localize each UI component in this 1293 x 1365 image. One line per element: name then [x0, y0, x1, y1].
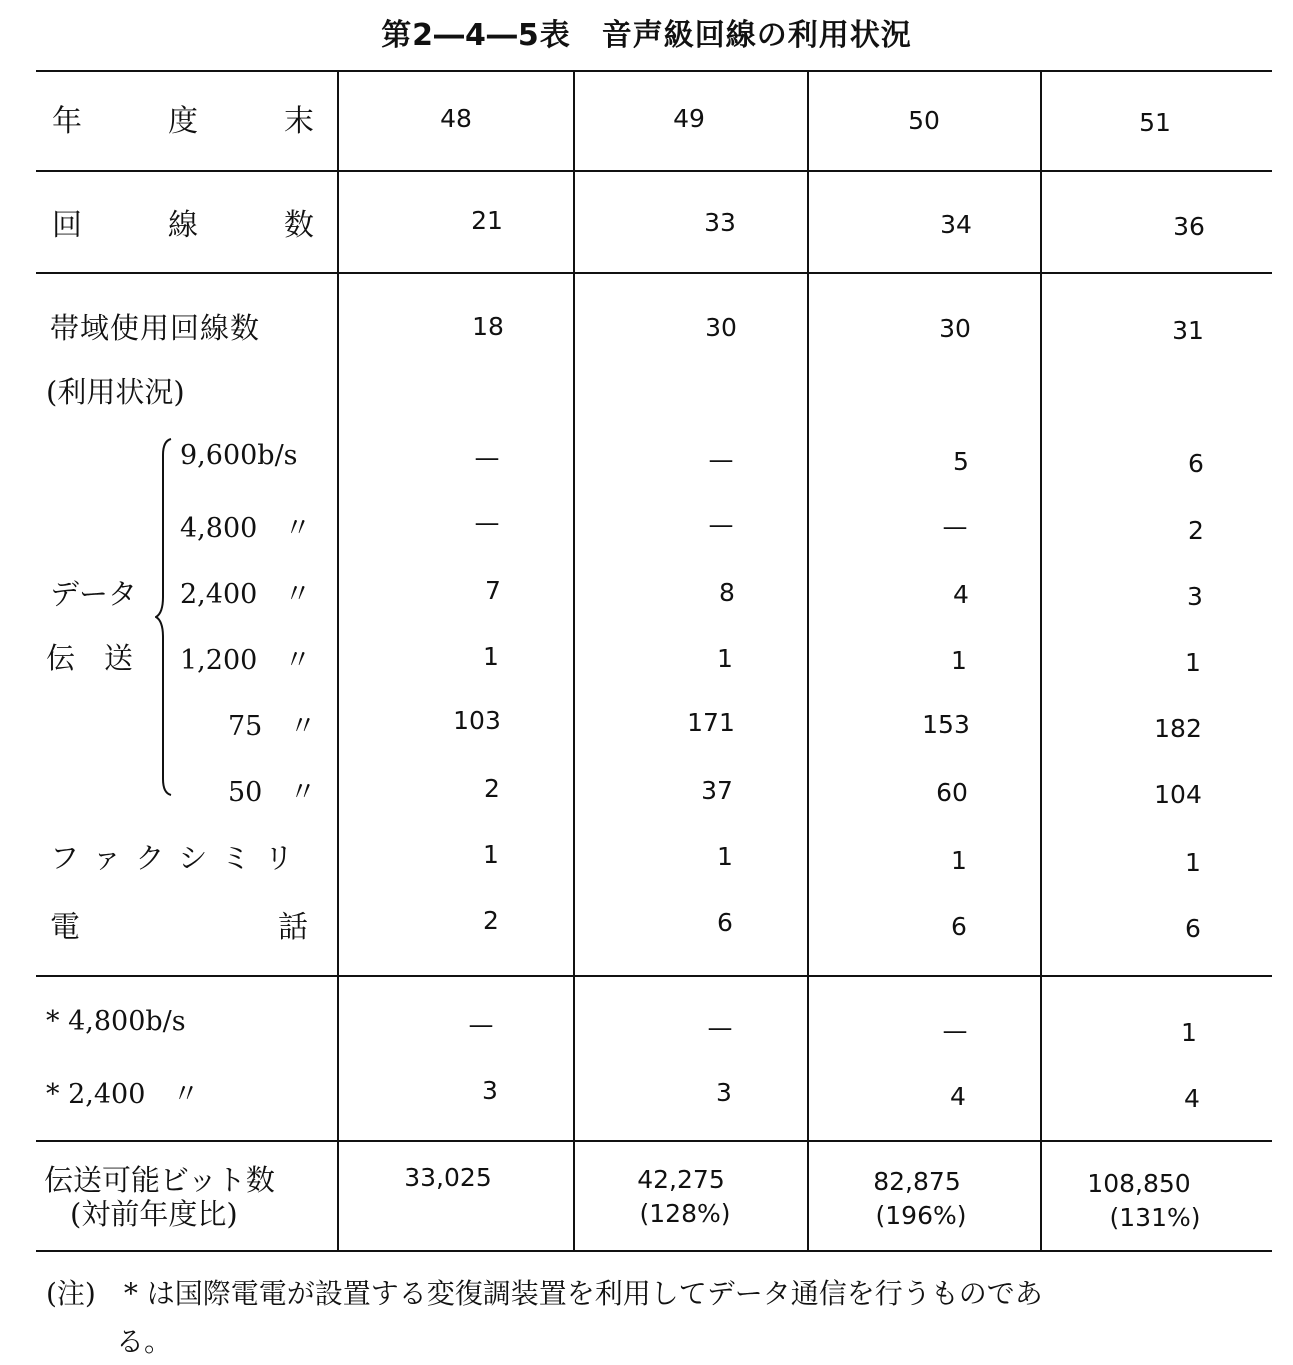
- data-group-label-line1: データ: [50, 577, 138, 611]
- bits-49-ratio: (128%): [639, 1199, 731, 1228]
- fax-48: 1: [483, 840, 499, 869]
- circuits-49: 33: [704, 208, 736, 237]
- r75-49: 171: [687, 708, 735, 737]
- m4800-51: 1: [1181, 1018, 1197, 1047]
- footnote-line1: (注) * は国際電電が設置する変復調装置を利用してデータ通信を行うものであ: [46, 1277, 1043, 1310]
- bits-label-line1: 伝送可能ビット数: [44, 1163, 275, 1197]
- r75-51: 182: [1154, 714, 1202, 743]
- tel-49: 6: [717, 908, 733, 937]
- circuits-51: 36: [1173, 212, 1205, 241]
- circuits-50: 34: [940, 210, 972, 239]
- r1200-49: 1: [717, 644, 733, 673]
- bits-51-ratio: (131%): [1109, 1203, 1201, 1232]
- tel-51: 6: [1185, 914, 1201, 943]
- r50-48: 2: [484, 774, 500, 803]
- m2400-51: 4: [1184, 1084, 1200, 1113]
- rule-circuits: [36, 272, 1272, 274]
- r1200-51: 1: [1185, 648, 1201, 677]
- band-use-label: 帯域使用回線数: [50, 311, 261, 345]
- col-divider-1: [337, 70, 339, 1250]
- fax-51: 1: [1185, 848, 1201, 877]
- year-49: 49: [673, 104, 705, 133]
- m2400-49: 3: [716, 1078, 732, 1107]
- year-48: 48: [440, 104, 472, 133]
- r50-51: 104: [1154, 780, 1202, 809]
- m4800-50: —: [942, 1016, 968, 1045]
- bits-50: 82,875: [873, 1167, 961, 1196]
- fax-50: 1: [951, 846, 967, 875]
- rule-bottom: [36, 1250, 1272, 1252]
- data-group-label-line2: 伝 送: [46, 641, 134, 675]
- band-use-50: 30: [939, 314, 971, 343]
- tel-48: 2: [483, 906, 499, 935]
- year-50: 50: [908, 106, 940, 135]
- rule-top: [36, 70, 1272, 72]
- m4800-48: —: [468, 1010, 494, 1039]
- r50-50: 60: [936, 778, 968, 807]
- footnote-line2: る。: [116, 1325, 173, 1358]
- r50-49: 37: [701, 776, 733, 805]
- r4800-50: —: [942, 512, 968, 541]
- rule-usage: [36, 975, 1272, 977]
- bits-51: 108,850: [1087, 1169, 1191, 1198]
- r9600-51: 6: [1188, 449, 1204, 478]
- bits-label-line2: (対前年度比): [70, 1197, 238, 1231]
- col-divider-3: [807, 70, 809, 1250]
- band-use-48: 18: [472, 312, 504, 341]
- r2400-49: 8: [719, 578, 735, 607]
- circuits-label: 回 線 数: [52, 208, 314, 243]
- data-rate-4800: 4,800 〃: [180, 513, 312, 544]
- r2400-50: 4: [953, 580, 969, 609]
- m4800-49: —: [707, 1013, 733, 1042]
- r2400-51: 3: [1187, 582, 1203, 611]
- modem-4800-label: * 4,800b/s: [46, 1006, 186, 1037]
- tel-50: 6: [951, 912, 967, 941]
- bits-50-ratio: (196%): [875, 1201, 967, 1230]
- col-divider-4: [1040, 70, 1042, 1250]
- r2400-48: 7: [485, 576, 501, 605]
- curly-brace-icon: [155, 437, 173, 797]
- band-use-49: 30: [705, 313, 737, 342]
- r75-48: 103: [453, 706, 501, 735]
- r4800-48: —: [474, 508, 500, 537]
- m2400-48: 3: [482, 1076, 498, 1105]
- telephone-label: 電 話: [50, 910, 308, 945]
- header-label: 年 度 末: [52, 104, 314, 139]
- r1200-50: 1: [951, 646, 967, 675]
- r9600-49: —: [708, 445, 734, 474]
- bits-48: 33,025: [404, 1163, 492, 1192]
- rule-header: [36, 170, 1272, 172]
- r9600-48: —: [474, 443, 500, 472]
- data-rate-9600: 9,600b/s: [180, 440, 298, 471]
- band-use-51: 31: [1172, 316, 1204, 345]
- r9600-50: 5: [953, 447, 969, 476]
- bits-49: 42,275: [637, 1165, 725, 1194]
- fax-49: 1: [717, 842, 733, 871]
- facsimile-label: ファクシミリ: [50, 841, 308, 875]
- data-rate-1200: 1,200 〃: [180, 645, 312, 676]
- data-rate-2400: 2,400 〃: [180, 579, 312, 610]
- r75-50: 153: [922, 710, 970, 739]
- rule-modem: [36, 1140, 1272, 1142]
- data-rate-75: 75 〃: [228, 711, 317, 742]
- m2400-50: 4: [950, 1082, 966, 1111]
- r4800-51: 2: [1188, 516, 1204, 545]
- r4800-49: —: [708, 510, 734, 539]
- modem-2400-label: * 2,400 〃: [46, 1079, 200, 1110]
- table-title: 第2―4―5表 音声級回線の利用状況: [381, 18, 912, 53]
- circuits-48: 21: [471, 206, 503, 235]
- r1200-48: 1: [483, 642, 499, 671]
- year-51: 51: [1139, 108, 1171, 137]
- col-divider-2: [573, 70, 575, 1250]
- data-rate-50: 50 〃: [228, 777, 317, 808]
- band-use-sublabel: (利用状況): [46, 375, 185, 409]
